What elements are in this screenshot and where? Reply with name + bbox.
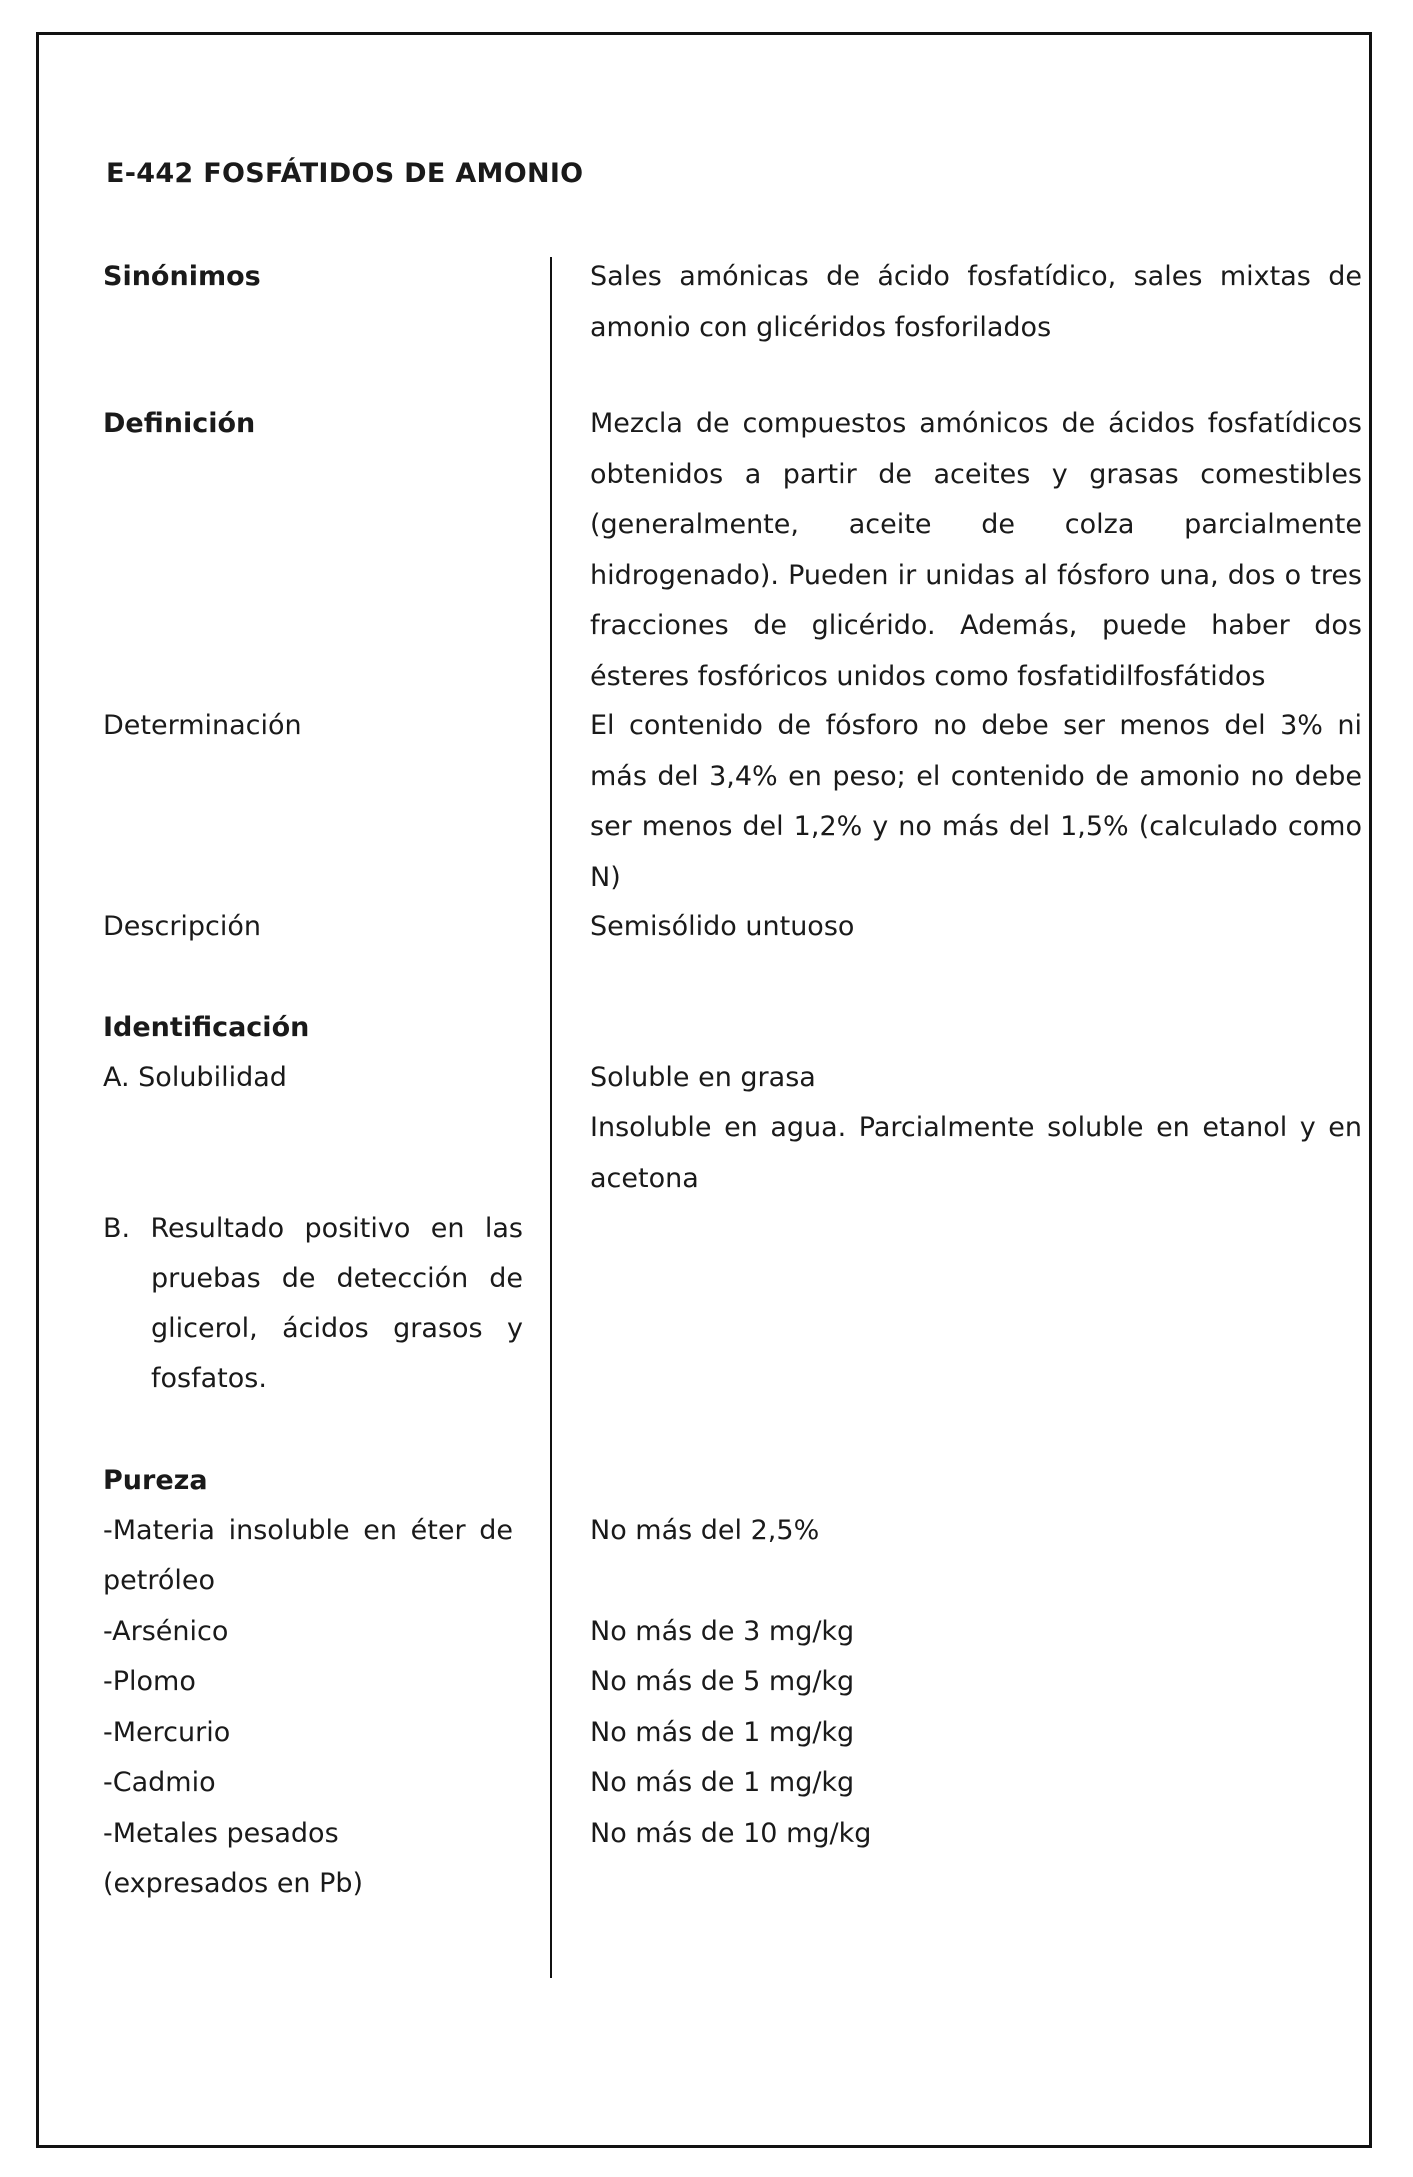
identificacion-heading: Identificación: [103, 1012, 310, 1043]
sinonimos-label: Sinónimos: [103, 261, 261, 292]
solubilidad-value-1: Soluble en grasa: [590, 1062, 816, 1093]
pureza-item-label: -Materia insoluble en éter de petróleo: [103, 1515, 513, 1596]
pureza-item-value: No más de 1 mg/kg: [590, 1767, 855, 1798]
sinonimos-value: Sales amónicas de ácido fosfatídico, sales mixtas de amonio con glicéridos fosforilados: [590, 261, 1362, 343]
pureza-item-label: -Metales pesados (expresados en Pb): [103, 1818, 364, 1899]
column-divider: [550, 257, 552, 1978]
determinacion-label: Determinación: [103, 710, 302, 741]
pureza-item-value: No más de 10 mg/kg: [590, 1818, 872, 1849]
pureza-item-label: -Arsénico: [103, 1616, 229, 1647]
pureza-heading: Pureza: [103, 1465, 208, 1496]
pureza-item-value: No más de 3 mg/kg: [590, 1616, 855, 1647]
descripcion-value: Semisólido untuoso: [590, 911, 855, 942]
definicion-value: Mezcla de compuestos amónicos de ácidos fosfatídicos obtenidos a partir de aceites y grasas comestibles (generalmente, aceite de colza parcialmente hidrogenado). Pueden ir unidas al fósforo una, dos o tres fracciones de glicérido. Además, puede haber dos ésteres fosfóricos unidos como fosfatidilfosfátidos: [590, 408, 1362, 692]
pureza-item-value: No más de 5 mg/kg: [590, 1666, 855, 1697]
pureza-item-label: -Plomo: [103, 1666, 196, 1697]
solubilidad-value-2: Insoluble en agua. Parcialmente soluble en etanol y en acetona: [590, 1112, 1362, 1194]
pureza-item-value: No más de 1 mg/kg: [590, 1717, 855, 1748]
identificacion-b-label: B. Resultado positivo en las pruebas de detección de glicerol, ácidos grasos y fosfatos.: [103, 1213, 523, 1394]
solubilidad-label: A. Solubilidad: [103, 1062, 287, 1093]
pureza-item-value: No más del 2,5%: [590, 1515, 820, 1546]
document-title: E-442 FOSFÁTIDOS DE AMONIO: [106, 158, 584, 189]
determinacion-value: El contenido de fósforo no debe ser menos del 3% ni más del 3,4% en peso; el contenido de amonio no debe ser menos del 1,2% y no más del 1,5% (calculado como N): [590, 710, 1362, 893]
definicion-label: Definición: [103, 408, 256, 439]
pureza-item-label: -Cadmio: [103, 1767, 216, 1798]
descripcion-label: Descripción: [103, 911, 262, 942]
pureza-item-label: -Mercurio: [103, 1717, 231, 1748]
